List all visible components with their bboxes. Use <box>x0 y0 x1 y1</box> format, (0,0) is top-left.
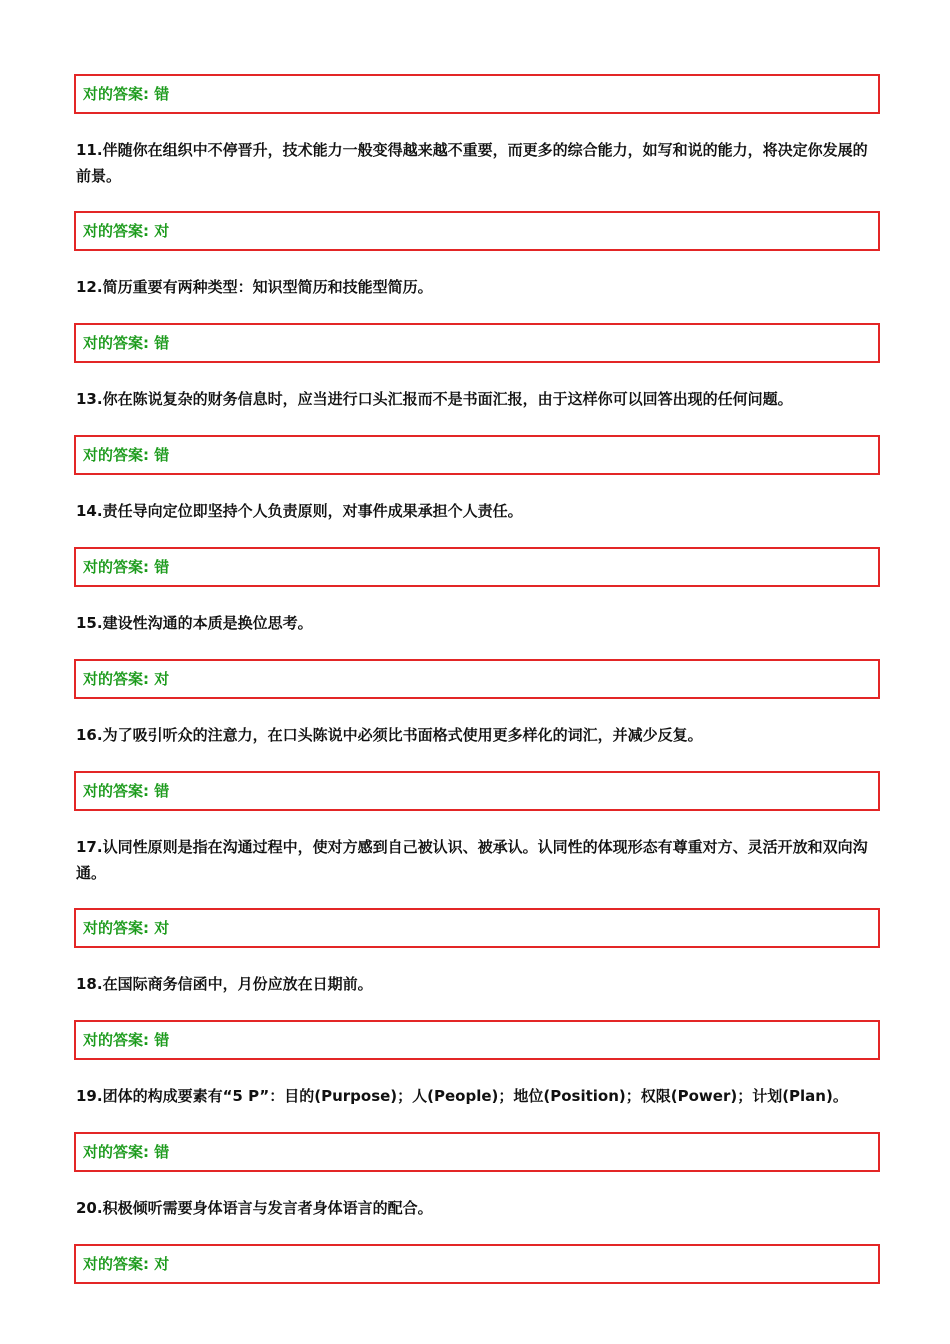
answer-text: 对的答案: 对 <box>83 1255 170 1273</box>
answer-box <box>74 908 880 948</box>
question-text: 16.为了吸引听众的注意力，在口头陈说中必须比书面格式使用更多样化的词汇，并减少反复。 <box>76 726 703 744</box>
answer-box <box>74 547 880 587</box>
question-text: 11.伴随你在组织中不停晋升，技术能力一般变得越来越不重要，而更多的综合能力，如写和说的能力，将决定你发展的前景。 <box>76 141 868 185</box>
question-text: 13.你在陈说复杂的财务信息时，应当进行口头汇报而不是书面汇报，由于这样你可以回答出现的任何问题。 <box>76 390 793 408</box>
answer-text: 对的答案: 错 <box>83 782 170 800</box>
answer-text: 对的答案: 错 <box>83 1031 170 1049</box>
answer-text: 对的答案: 对 <box>83 222 170 240</box>
answer-text: 对的答案: 错 <box>83 446 170 464</box>
answer-text: 对的答案: 错 <box>83 1143 170 1161</box>
answer-box <box>74 435 880 475</box>
answer-box <box>74 659 880 699</box>
question-text: 20.积极倾听需要身体语言与发言者身体语言的配合。 <box>76 1199 433 1217</box>
question-text: 12.简历重要有两种类型：知识型简历和技能型简历。 <box>76 278 433 296</box>
answer-box <box>74 771 880 811</box>
question-text: 17.认同性原则是指在沟通过程中，使对方感到自己被认识、被承认。认同性的体现形态有尊重对方、灵活开放和双向沟通。 <box>76 838 868 882</box>
answer-text: 对的答案: 错 <box>83 334 170 352</box>
answer-box <box>74 1244 880 1284</box>
answer-text: 对的答案: 错 <box>83 558 170 576</box>
answer-text: 对的答案: 对 <box>83 919 170 937</box>
quiz-page <box>74 74 880 1284</box>
answer-text: 对的答案: 对 <box>83 670 170 688</box>
question-text: 14.责任导向定位即坚持个人负责原则，对事件成果承担个人责任。 <box>76 502 523 520</box>
question-text: 15.建设性沟通的本质是换位思考。 <box>76 614 313 632</box>
answer-box <box>74 323 880 363</box>
answer-box <box>74 1020 880 1060</box>
answer-box <box>74 211 880 251</box>
question-text: 19.团体的构成要素有“5 P”：目的(Purpose)；人(People)；地位(Position)；权限(Power)；计划(Plan)。 <box>76 1087 848 1105</box>
answer-box <box>74 1132 880 1172</box>
answer-text: 对的答案: 错 <box>83 85 170 103</box>
question-text: 18.在国际商务信函中，月份应放在日期前。 <box>76 975 373 993</box>
answer-box <box>74 74 880 114</box>
